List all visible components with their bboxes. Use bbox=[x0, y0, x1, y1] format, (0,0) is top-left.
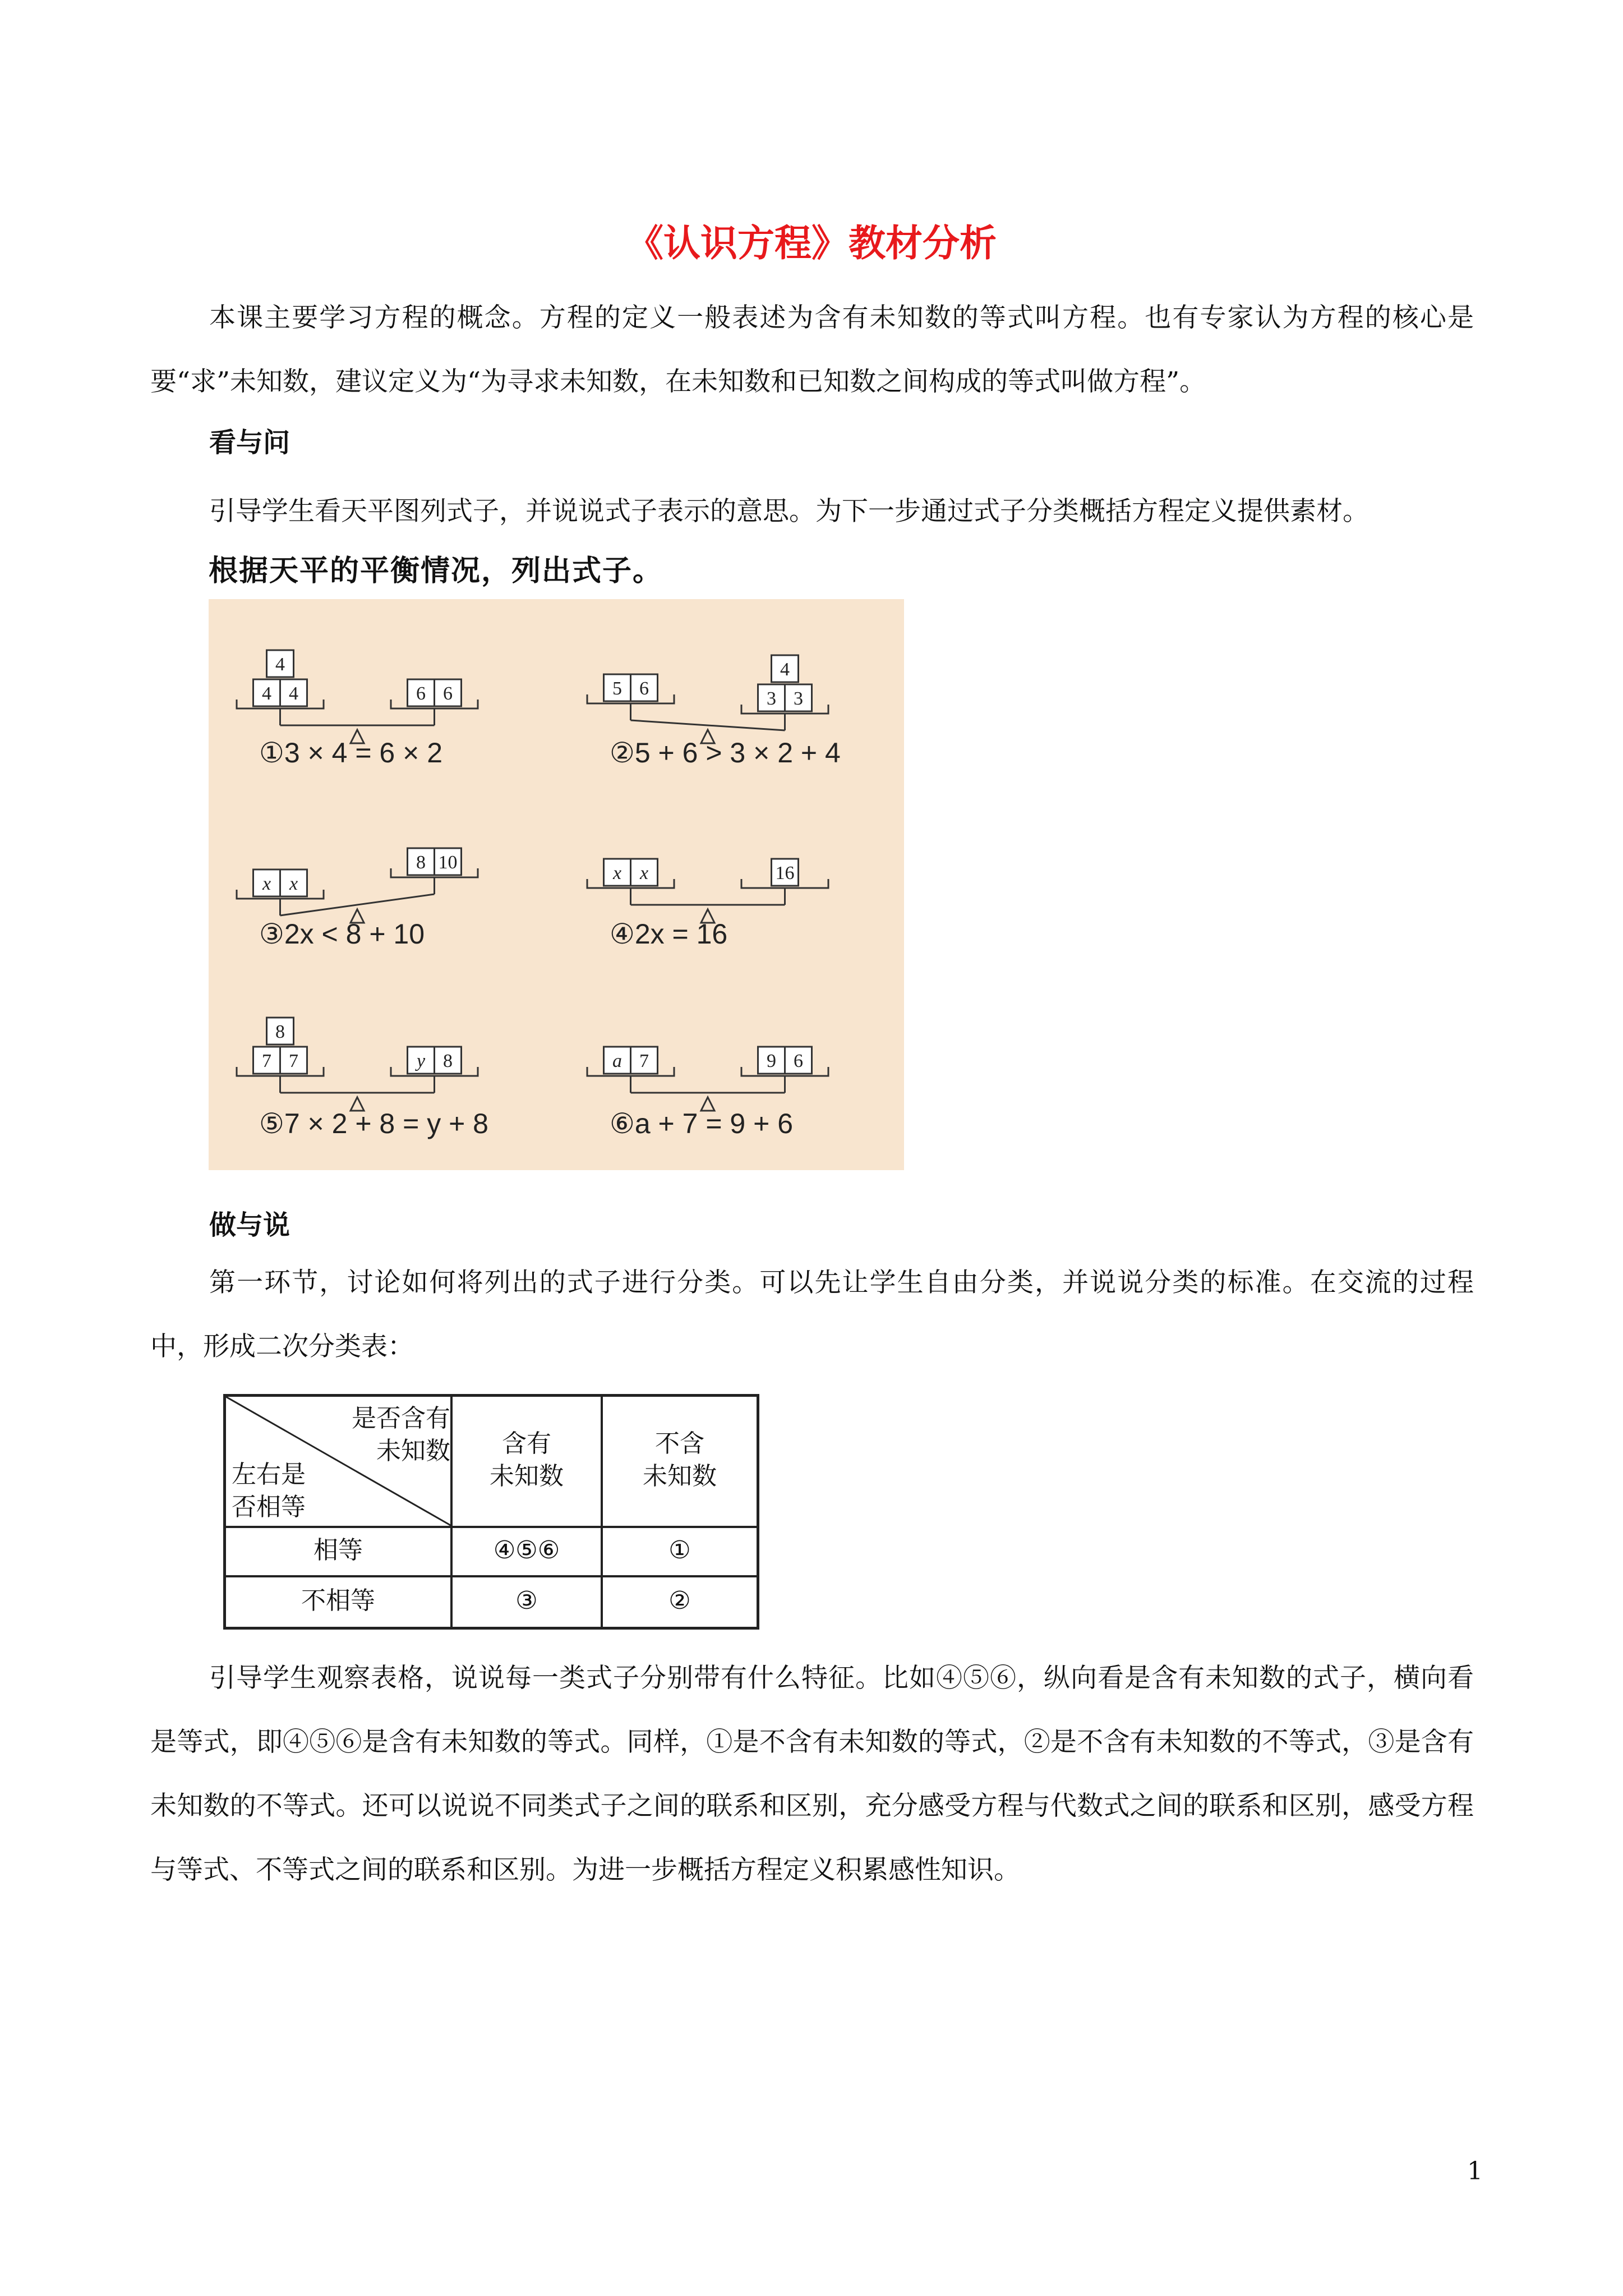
scale-6-left-weight-1-label: a bbox=[612, 1051, 622, 1071]
scale-2-right-top-weight-label: 4 bbox=[780, 659, 790, 680]
section-heading-do-say: 做与说 bbox=[209, 1209, 291, 1241]
table-corner-bottom: 左右是 否相等 bbox=[232, 1460, 306, 1521]
intro-paragraph: 本课主要学习方程的概念。方程的定义一般表述为含有未知数的等式叫方程。也有专家认为方程的核心是要“求”未知数，建议定义为“为寻求未知数，在未知数和已知数之间构成的等式叫做方程”。 bbox=[150, 302, 1474, 397]
equation-1: ①3 × 4 = 6 × 2 bbox=[259, 737, 443, 769]
scale-3-beam bbox=[280, 894, 435, 915]
scale-3-right-weight-2-label: 10 bbox=[438, 852, 458, 873]
page-number: 1 bbox=[1467, 2157, 1483, 2185]
scale-4-left-weight-2-label: x bbox=[639, 863, 649, 884]
scale-5-left-top-weight-label: 8 bbox=[275, 1022, 285, 1042]
scale-6-right-weight-2-label: 6 bbox=[794, 1051, 803, 1071]
scale-2-right-weight-2-label: 3 bbox=[794, 688, 803, 709]
table-cell-unequal-contains: ③ bbox=[515, 1586, 538, 1615]
scale-5-left-weight-1-label: 7 bbox=[262, 1051, 271, 1071]
figure-caption: 根据天平的平衡情况，列出式子。 bbox=[209, 554, 663, 588]
scale-4-left-weight-1-label: x bbox=[612, 863, 622, 884]
page-title: 《认识方程》教材分析 bbox=[626, 221, 997, 265]
table-cell-equal-not-contains: ① bbox=[668, 1536, 691, 1565]
scale-5-left-weight-2-label: 7 bbox=[289, 1051, 298, 1071]
table-row-label-equal: 相等 bbox=[313, 1536, 363, 1565]
scale-3-right-weight-1-label: 8 bbox=[416, 852, 426, 873]
equation-2: ②5 + 6 > 3 × 2 + 4 bbox=[610, 737, 841, 769]
scale-1-left-weight-2-label: 4 bbox=[289, 683, 298, 704]
scale-6-left-weight-2-label: 7 bbox=[639, 1051, 649, 1071]
section1-paragraph: 引导学生看天平图列式子，并说说式子表示的意思。为下一步通过式子分类概括方程定义提供素材。 bbox=[209, 496, 1369, 527]
table-cell-equal-contains: ④⑤⑥ bbox=[493, 1536, 560, 1565]
scale-2-right-weight-1-label: 3 bbox=[767, 688, 776, 709]
scale-1-right-weight-1-label: 6 bbox=[416, 683, 426, 704]
scale-5-right-weight-1-label: y bbox=[416, 1051, 426, 1071]
scale-1-left-top-weight-label: 4 bbox=[275, 654, 285, 675]
table-header-not-contains: 不含 未知数 bbox=[643, 1429, 717, 1490]
scale-1-right-weight-2-label: 6 bbox=[443, 683, 453, 704]
section2-paragraph: 第一环节，讨论如何将列出的式子进行分类。可以先让学生自由分类，并说说分类的标准。在交流的过程中，形成二次分类表： bbox=[150, 1267, 1474, 1362]
section2-analysis-paragraph: 引导学生观察表格，说说每一类式子分别带有什么特征。比如④⑤⑥，纵向看是含有未知数的式子，横向看是等式，即④⑤⑥是含有未知数的等式。同样，①是不含有未知数的等式，②是不含有未知数的不等式，③是含有未知数的不等式。还可以说说不同类式子之间的联系和区别，充分感受方程与代数式之间的联系和区别，感受方程与等式、不等式之间的联系和区别。为进一步概括方程定义积累感性知识。 bbox=[150, 1663, 1474, 1885]
scale-3-left-weight-1-label: x bbox=[262, 873, 271, 894]
scale-3-left-weight-2-label: x bbox=[289, 873, 298, 894]
scale-6-right-weight-1-label: 9 bbox=[767, 1051, 776, 1071]
balance-scales-drawing bbox=[209, 599, 904, 1170]
equation-3: ③2x < 8 + 10 bbox=[259, 918, 425, 950]
scale-1-left-weight-1-label: 4 bbox=[262, 683, 271, 704]
scale-5-right-weight-2-label: 8 bbox=[443, 1051, 453, 1071]
table-row-label-unequal: 不相等 bbox=[301, 1586, 375, 1615]
scale-2-left-weight-1-label: 5 bbox=[612, 678, 622, 699]
scale-4-right-weight-1-label: 16 bbox=[775, 863, 795, 884]
table-header-contains: 含有 未知数 bbox=[490, 1429, 564, 1490]
table-cell-unequal-not-contains: ② bbox=[668, 1586, 691, 1615]
scale-2-left-weight-2-label: 6 bbox=[639, 678, 649, 699]
table-corner-top: 是否含有 未知数 bbox=[352, 1404, 450, 1465]
classification-table bbox=[223, 1394, 759, 1630]
equation-4: ④2x = 16 bbox=[610, 918, 728, 950]
section-heading-look-ask: 看与问 bbox=[209, 427, 291, 458]
equation-5: ⑤7 × 2 + 8 = y + 8 bbox=[259, 1108, 488, 1139]
equation-6: ⑥a + 7 = 9 + 6 bbox=[610, 1108, 794, 1139]
balance-scales-figure bbox=[209, 599, 904, 1170]
